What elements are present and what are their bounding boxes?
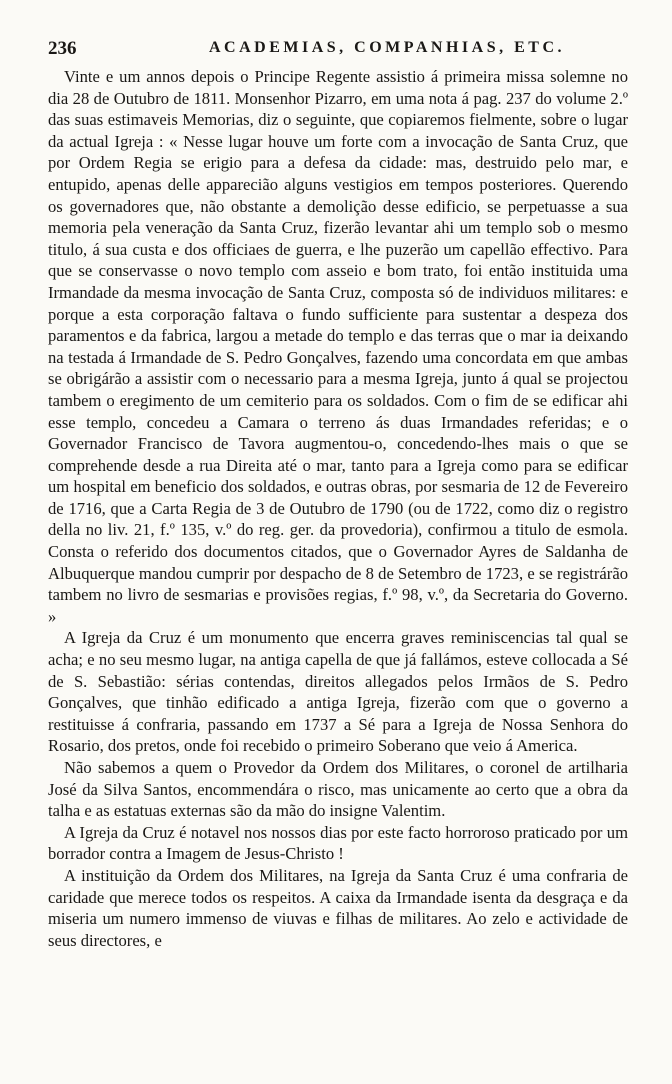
page-body (48, 66, 628, 951)
paragraph-provedor-valentim: Não sabemos a quem o Provedor da Ordem dos Militares, o coronel de artilharia José da Silva Santos, encommendára o risco, mas unicamente ao certo que a obra da talha e as estatuas externas são da mão do insigne Valentim. (48, 758, 628, 821)
paragraph-ordem-militares: A instituição da Ordem dos Militares, na Igreja da Santa Cruz é uma confraria de caridade que merece todos os respeitos. A caixa da Irmandade isenta da desgraça e da miseria um numero immenso de viuvas e filhas de militares. Ao zelo e actividade de seus directores, e (48, 865, 628, 950)
page-number: 236 (48, 38, 77, 59)
running-title: ACADEMIAS, COMPANHIAS, ETC. (209, 39, 565, 56)
paragraph-igreja-monumento: A Igreja da Cruz é um monumento que encerra graves reminiscencias tal qual se acha; e no seu mesmo lugar, na antiga capella de que já fallámos, esteve collocada a Sé de S. Sebastião: sérias contendas, direitos allegados pelos Irmãos de S. Pedro Gonçalves, que tinhão edificado a antiga Igreja, fizerão com que o governo a restituisse á confraria, passando em 1737 a Sé para a Igreja de Nossa Senhora do Rosario, dos pretos, onde foi recebido o primeiro Soberano que veio á America. (48, 628, 628, 756)
page-header (48, 34, 626, 60)
paragraph-facto-horroroso: A Igreja da Cruz é notavel nos nossos dias por este facto horroroso praticado por um borrador contra a Imagem de Jesus-Christo ! (48, 822, 628, 864)
paragraph-forte-santa-cruz: Vinte e um annos depois o Principe Regente assistio á primeira missa solemne no dia 28 de Outubro de 1811. Monsenhor Pizarro, em uma nota á pag. 237 do volume 2.º das suas estimaveis Memorias, diz o seguinte, que copiaremos fielmente, sobre o lugar da actual Igreja : « Nesse lugar houve um forte com a invocação de Santa Cruz, que por Ordem Regia se erigio para a defesa da cidade: mas, destruido pelo mar, e entupido, apenas delle apparecião alguns vestigios em tempos posteriores. Querendo os governadores que, não obstante a demolição desse edificio, se perpetuasse a sua memoria pela veneração da Santa Cruz, fizerão levantar ahi um templo sob o mesmo titulo, á sua custa e dos officiaes de guerra, e lhe puzerão um capellão effectivo. Para que se conservasse o novo templo com asseio e bom trato, foi então instituida uma Irmandade da mesma invocação de Santa Cruz, composta só de individuos militares: e porque a esta corporação faltava o fundo sufficiente para sustentar a despeza dos paramentos e da fabrica, largou a metade do templo e das terras que o mar ia deixando na testada á Irmandade de S. Pedro Gonçalves, fazendo uma concordata em que ambas se obrigárão a assistir com o necessario para a mesma Igreja, junto á qual se projectou tambem o eregimento de um cemiterio para os soldados. Com o fim de se edificar ahi esse templo, concedeu a Camara o terreno ás duas Irmandades referidas; e o Governador Francisco de Tavora augmentou-o, concedendo-lhes mais o que se comprehende desde a rua Direita até o mar, tanto para a Igreja como para se edificar um hospital em beneficio dos soldados, e outras obras, por sesmaria de 12 de Fevereiro de 1716, que a Carta Regia de 3 de Outubro de 1790 (ou de 1722, como diz o registro della no liv. 21, f.º 135, v.º do reg. ger. da provedoria), confirmou a titulo de esmola. Consta o referido dos documentos citados, que o Governador Ayres de Saldanha de Albuquerque mandou cumprir por despacho de 8 de Setembro de 1723, e se registrárão tambem no livro de sesmarias e provisões regias, f.º 98, v.º, da Secretaria do Governo. » (48, 67, 628, 626)
